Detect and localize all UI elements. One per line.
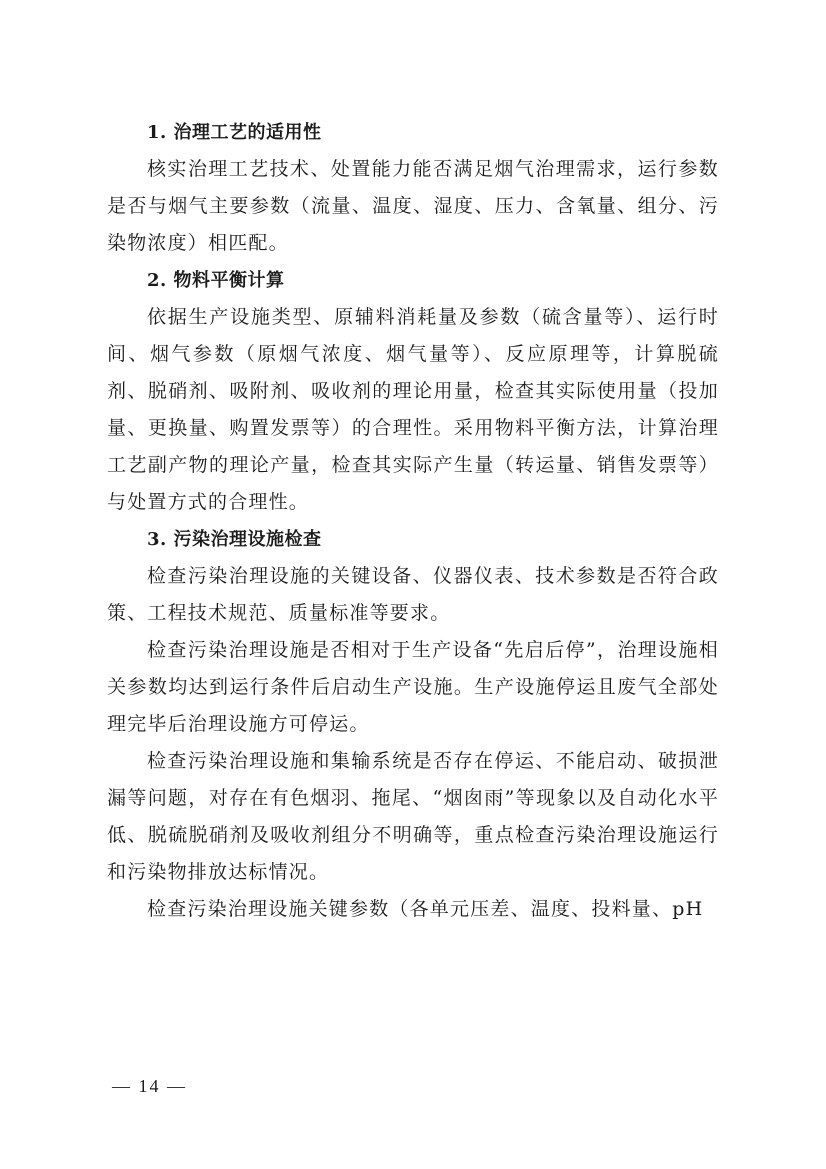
paragraph: 核实治理工艺技术、处置能力能否满足烟气治理需求，运行参数是否与烟气主要参数（流量、温度、湿度、压力、含氧量、组分、污染物浓度）相匹配。 — [107, 158, 719, 254]
paragraph: 依据生产设施类型、原辅料消耗量及参数（硫含量等）、运行时间、烟气参数（原烟气浓度、烟气量等）、反应原理等，计算脱硫剂、脱硝剂、吸附剂、吸收剂的理论用量，检查其实际使用量（投加量、更换量、购置发票等）的合理性。采用物料平衡方法，计算治理工艺副产物的理论产量，检查其实际产生量（转运量、销售发票等）与处置方式的合理性。 — [107, 306, 719, 513]
document-body — [107, 114, 719, 928]
paragraph: 检查污染治理设施关键参数（各单元压差、温度、投料量、pH — [147, 898, 704, 920]
paragraph: 检查污染治理设施的关键设备、仪器仪表、技术参数是否符合政策、工程技术规范、质量标准等要求。 — [107, 565, 719, 624]
paragraph: 检查污染治理设施和集输系统是否存在停运、不能启动、破损泄漏等问题，对存在有色烟羽、拖尾、“烟囱雨”等现象以及自动化水平低、脱硫脱硝剂及吸收剂组分不明确等，重点检查污染治理设施运行和污染物排放达标情况。 — [107, 750, 719, 883]
section-heading: 2. 物料平衡计算 — [147, 270, 285, 291]
page-number: — 14 — — [112, 1076, 187, 1096]
section-heading: 3. 污染治理设施检查 — [147, 529, 322, 550]
section-heading: 1. 治理工艺的适用性 — [147, 122, 322, 143]
paragraph: 检查污染治理设施是否相对于生产设备“先启后停”，治理设施相关参数均达到运行条件后启动生产设施。生产设施停运且废气全部处理完毕后治理设施方可停运。 — [107, 639, 719, 735]
